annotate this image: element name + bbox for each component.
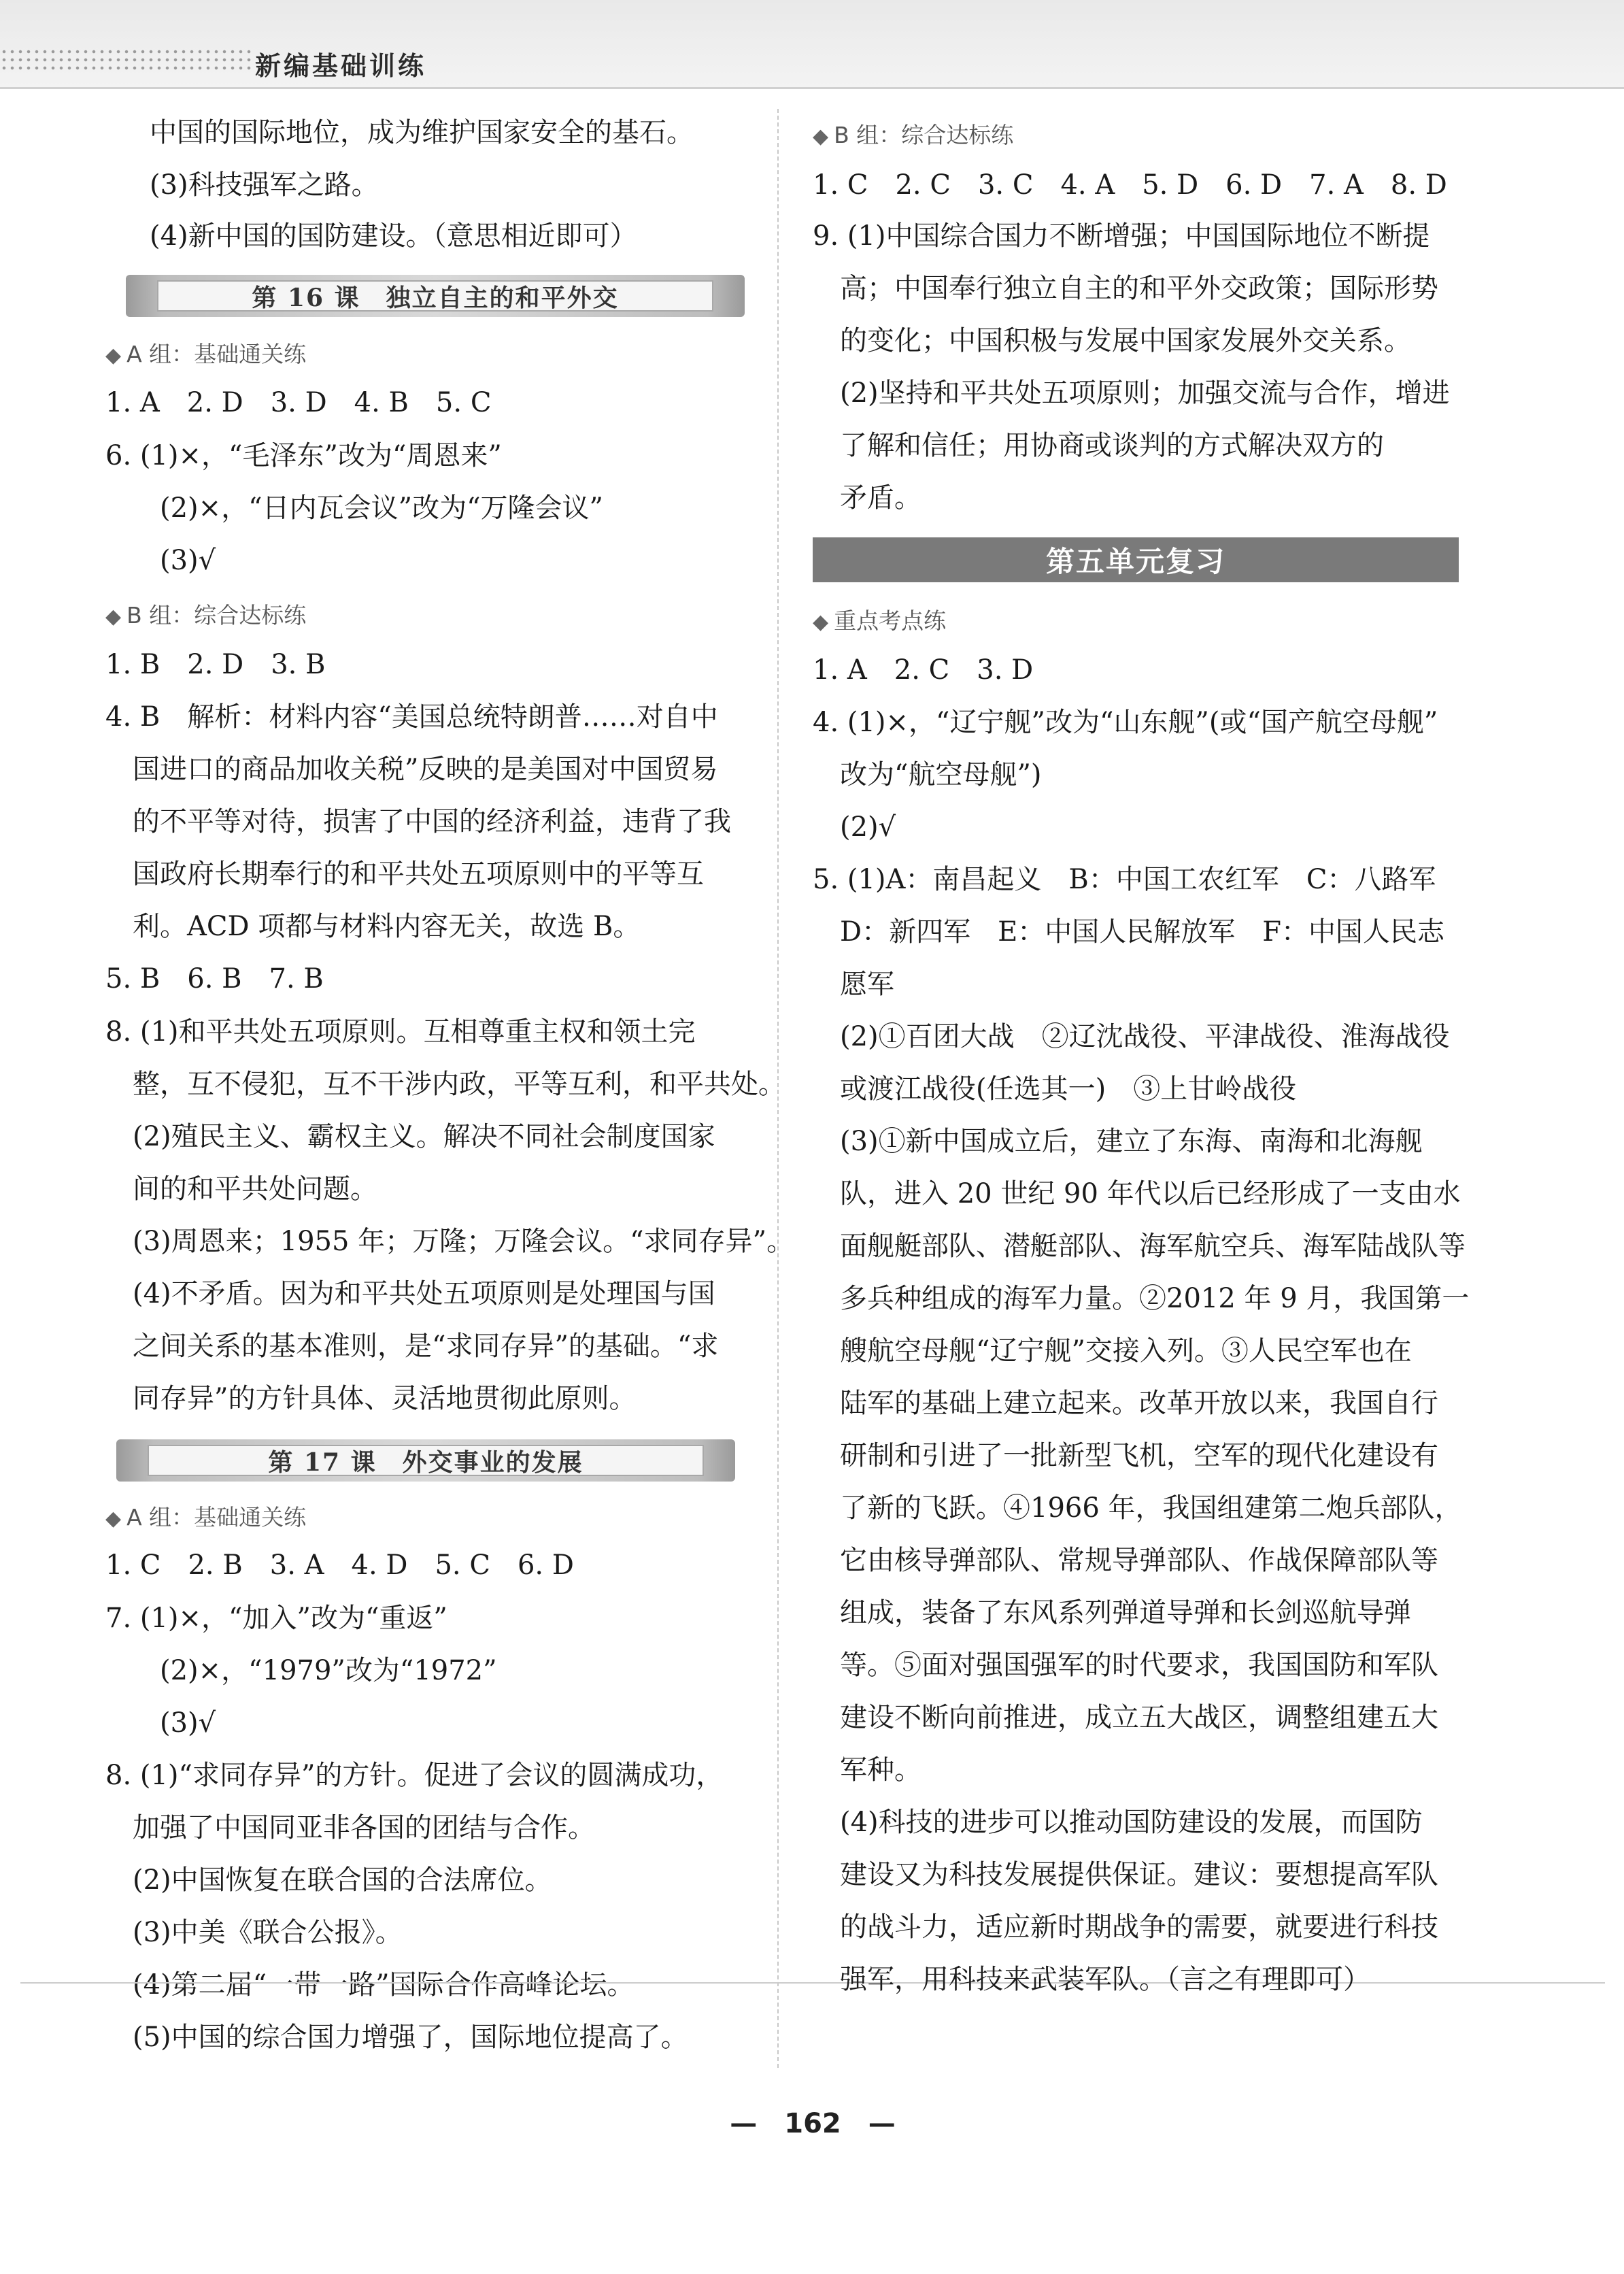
answer-line: 面舰艇部队、潜艇部队、海军航空兵、海军陆战队等	[840, 1231, 1466, 1262]
answer-line: 1. A 2. D 3. D 4. B 5. C	[105, 387, 492, 418]
answer-line: 改为“航空母舰”)	[840, 759, 1042, 790]
answer-line: 利。ACD 项都与材料内容无关，故选 B。	[133, 911, 641, 942]
answer-line: 愿军	[840, 969, 894, 1000]
answer-line: (4)不矛盾。因为和平共处五项原则是处理国与国	[133, 1278, 715, 1309]
text-line: (4)新中国的国防建设。（意思相近即可）	[150, 220, 637, 252]
answer-line: 1. C 2. B 3. A 4. D 5. C 6. D	[105, 1550, 574, 1581]
answer-line: 9. (1)中国综合国力不断增强；中国国际地位不断提	[813, 220, 1430, 252]
answer-line: (2)中国恢复在联合国的合法席位。	[133, 1865, 552, 1896]
answer-line: 了新的飞跃。④1966 年，我国组建第二炮兵部队，	[840, 1492, 1462, 1524]
page-header	[0, 0, 1624, 89]
diamond-icon: ◆	[105, 1507, 122, 1531]
answer-line: 强军，用科技来武装军队。（言之有理即可）	[840, 1964, 1370, 1995]
answer-line: (3)中美《联合公报》。	[133, 1917, 403, 1948]
answer-line: 1. B 2. D 3. B	[105, 649, 326, 680]
answer-line: 4. B 解析：材料内容“美国总统特朗普……对自中	[105, 701, 718, 733]
answer-line: 研制和引进了一批新型飞机，空军的现代化建设有	[840, 1440, 1438, 1471]
diamond-icon: ◆	[105, 344, 122, 367]
answer-line: 队，进入 20 世纪 90 年代以后已经形成了一支由水	[840, 1178, 1461, 1209]
answer-line: (2)×，“日内瓦会议”改为“万隆会议”	[160, 492, 603, 524]
answer-line: 5. (1)A：南昌起义 B：中国工农红军 C：八路军	[813, 864, 1436, 895]
answer-line: (3)①新中国成立后，建立了东海、南海和北海舰	[840, 1126, 1423, 1157]
group-b-label: ◆ B 组：综合达标练	[105, 602, 307, 629]
answer-line: 8. (1)“求同存异”的方针。促进了会议的圆满成功，	[105, 1760, 724, 1791]
answer-line: 4. (1)×，“辽宁舰”改为“山东舰”(或“国产航空母舰”	[813, 707, 1438, 738]
lesson-17-title: 第 17 课 外交事业的发展	[148, 1445, 704, 1476]
answer-line: 国进口的商品加收关税”反映的是美国对中国贸易	[133, 754, 718, 785]
answer-line: (4)科技的进步可以推动国防建设的发展，而国防	[840, 1807, 1423, 1838]
group-b-label: ◆ B 组：综合达标练	[813, 122, 1014, 148]
lesson-16-banner	[126, 275, 745, 317]
answer-line: (2)坚持和平共处五项原则；加强交流与合作，增进	[840, 378, 1450, 409]
answer-line: (2)殖民主义、霸权主义。解决不同社会制度国家	[133, 1121, 715, 1152]
answer-line: (2)×，“1979”改为“1972”	[160, 1655, 497, 1686]
text-line: 中国的国际地位，成为维护国家安全的基石。	[150, 117, 694, 148]
answer-line: 组成，装备了东风系列弹道导弹和长剑巡航导弹	[840, 1597, 1411, 1628]
answer-line: 7. (1)×，“加入”改为“重返”	[105, 1603, 447, 1634]
lesson-17-banner	[116, 1439, 735, 1482]
answer-line: 同存异”的方针具体、灵活地贯彻此原则。	[133, 1383, 637, 1414]
answer-line: 它由核导弹部队、常规导弹部队、作战保障部队等	[840, 1545, 1438, 1576]
answer-line: 军种。	[840, 1754, 921, 1786]
answer-line: 的变化；中国积极与发展中国家发展外交关系。	[840, 325, 1411, 356]
answer-line: 艘航空母舰“辽宁舰”交接入列。③人民空军也在	[840, 1335, 1412, 1367]
answer-line: 多兵种组成的海军力量。②2012 年 9 月，我国第一	[840, 1283, 1470, 1314]
answer-line: (2)①百团大战 ②辽沈战役、平津战役、淮海战役	[840, 1021, 1450, 1052]
unit-5-review-banner: 第五单元复习	[813, 537, 1459, 582]
answer-line: (3)√	[160, 545, 216, 576]
text-line: (3)科技强军之路。	[150, 169, 379, 201]
answer-line: 间的和平共处问题。	[133, 1173, 377, 1205]
group-a-label: ◆ A 组：基础通关练	[105, 341, 307, 367]
answer-line: 整，互不侵犯，互不干涉内政，平等互利，和平共处。	[133, 1069, 785, 1100]
answer-line: 的战斗力，适应新时期战争的需要，就要进行科技	[840, 1911, 1438, 1943]
answer-line: 或渡江战役(任选其一) ③上甘岭战役	[840, 1073, 1297, 1105]
answer-line: 建设又为科技发展提供保证。建议：要想提高军队	[840, 1859, 1438, 1890]
page-number: — 162 —	[730, 2108, 896, 2139]
answer-line: 了解和信任；用协商或谈判的方式解决双方的	[840, 430, 1384, 461]
answer-line: 等。⑤面对强国强军的时代要求，我国国防和军队	[840, 1650, 1438, 1681]
answer-line: (4)第二届“一带一路”国际合作高峰论坛。	[133, 1969, 635, 2001]
answer-line: 5. B 6. B 7. B	[105, 963, 324, 994]
answer-line: 矛盾。	[840, 482, 921, 514]
diamond-icon: ◆	[813, 124, 829, 148]
answer-line: 1. A 2. C 3. D	[813, 654, 1034, 686]
answer-line: 1. C 2. C 3. C 4. A 5. D 6. D 7. A 8. D	[813, 169, 1447, 201]
answer-line: 6. (1)×，“毛泽东”改为“周恩来”	[105, 440, 502, 471]
answer-line: (5)中国的综合国力增强了，国际地位提高了。	[133, 2022, 688, 2053]
key-points-label: ◆ 重点考点练	[813, 607, 947, 634]
answer-line: (2)√	[840, 812, 896, 843]
diamond-icon: ◆	[813, 610, 829, 634]
header-title: 新编基础训练	[255, 50, 427, 81]
answer-line: 国政府长期奉行的和平共处五项原则中的平等互	[133, 858, 704, 890]
diamond-icon: ◆	[105, 605, 122, 629]
answer-line: 高；中国奉行独立自主的和平外交政策；国际形势	[840, 273, 1438, 304]
answer-line: 加强了中国同亚非各国的团结与合作。	[133, 1812, 595, 1843]
group-a-label: ◆ A 组：基础通关练	[105, 1504, 307, 1531]
answer-line: 8. (1)和平共处五项原则。互相尊重主权和领土完	[105, 1016, 696, 1048]
answer-line: (3)周恩来；1955 年；万隆；万隆会议。“求同存异”。	[133, 1226, 794, 1257]
answer-line: 的不平等对待，损害了中国的经济利益，违背了我	[133, 806, 731, 837]
answer-line: 陆军的基础上建立起来。改革开放以来，我国自行	[840, 1388, 1438, 1419]
answer-line: (3)√	[160, 1707, 216, 1739]
header-dot-pattern	[0, 48, 252, 72]
lesson-16-title: 第 16 课 独立自主的和平外交	[157, 280, 713, 312]
answer-line: 建设不断向前推进，成立五大战区，调整组建五大	[840, 1702, 1438, 1733]
answer-line: D：新四军 E：中国人民解放军 F：中国人民志	[840, 916, 1445, 948]
answer-line: 之间关系的基本准则，是“求同存异”的基础。“求	[133, 1331, 719, 1362]
